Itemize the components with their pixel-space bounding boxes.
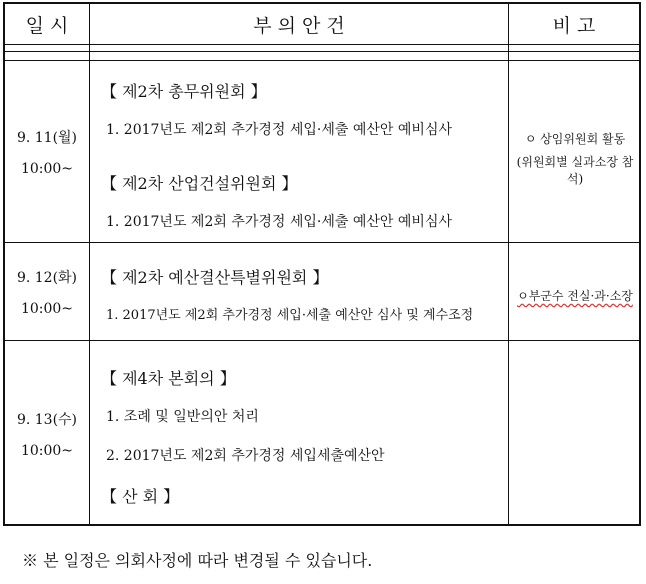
row1-note-line-1: ㅇ 상임위원회 활동 <box>524 132 626 146</box>
row-divider-2 <box>5 340 639 341</box>
row3-item-2: 1. 조례 및 일반의안 처리 <box>106 409 259 425</box>
row2-note-line-1: ㅇ부군수 전실·과·소장 <box>517 289 633 303</box>
row1-item-1: 【 제2차 총무위원회 】 <box>101 82 267 101</box>
row3-item-3: 2. 2017년도 제2회 추가경정 세입세출예산안 <box>106 448 385 464</box>
row3-time: 10:00~ <box>20 442 74 459</box>
row1-date-cell <box>5 61 89 242</box>
row-divider-1 <box>5 242 639 243</box>
row1-time: 10:00~ <box>20 160 74 177</box>
schedule-table <box>3 2 641 526</box>
row2-date: 9. 12(화) <box>16 269 78 286</box>
col-divider-2 <box>508 4 509 524</box>
row1-item-3: 【 제2차 산업건설위원회 】 <box>101 174 298 193</box>
row2-note <box>510 287 640 304</box>
col-divider-1 <box>89 4 90 524</box>
row2-item-1: 【 제2차 예산결산특별위원회 】 <box>101 268 329 287</box>
row3-item-4: 【 산 회 】 <box>101 487 180 506</box>
header-divider-double <box>5 51 639 52</box>
row1-item-2: 1. 2017년도 제2회 추가경정 세입·세출 예산안 예비심사 <box>106 122 452 138</box>
header-agenda: 부 의 안 건 <box>253 14 345 37</box>
header-note: 비 고 <box>552 14 596 37</box>
row1-item-4: 1. 2017년도 제2회 추가경정 세입·세출 예산안 예비심사 <box>106 214 452 230</box>
spacer-row-divider <box>5 60 639 61</box>
row2-item-2: 1. 2017년도 제2회 추가경정 세입·세출 예산안 심사 및 계수조정 <box>106 308 474 323</box>
header-divider <box>5 44 639 45</box>
row3-date: 9. 13(수) <box>16 411 78 428</box>
row1-date: 9. 11(월) <box>16 129 78 146</box>
row3-date-cell <box>5 341 89 526</box>
row1-note-line-2: (위원회별 실과소장 참석) <box>516 155 634 186</box>
header-date: 일 시 <box>25 14 69 37</box>
row2-time: 10:00~ <box>20 300 74 317</box>
row1-note <box>510 130 640 187</box>
row2-date-cell <box>5 243 89 340</box>
row3-item-1: 【 제4차 본회의 】 <box>101 369 236 388</box>
footer-note: ※ 본 일정은 의회사정에 따라 변경될 수 있습니다. <box>22 551 373 570</box>
